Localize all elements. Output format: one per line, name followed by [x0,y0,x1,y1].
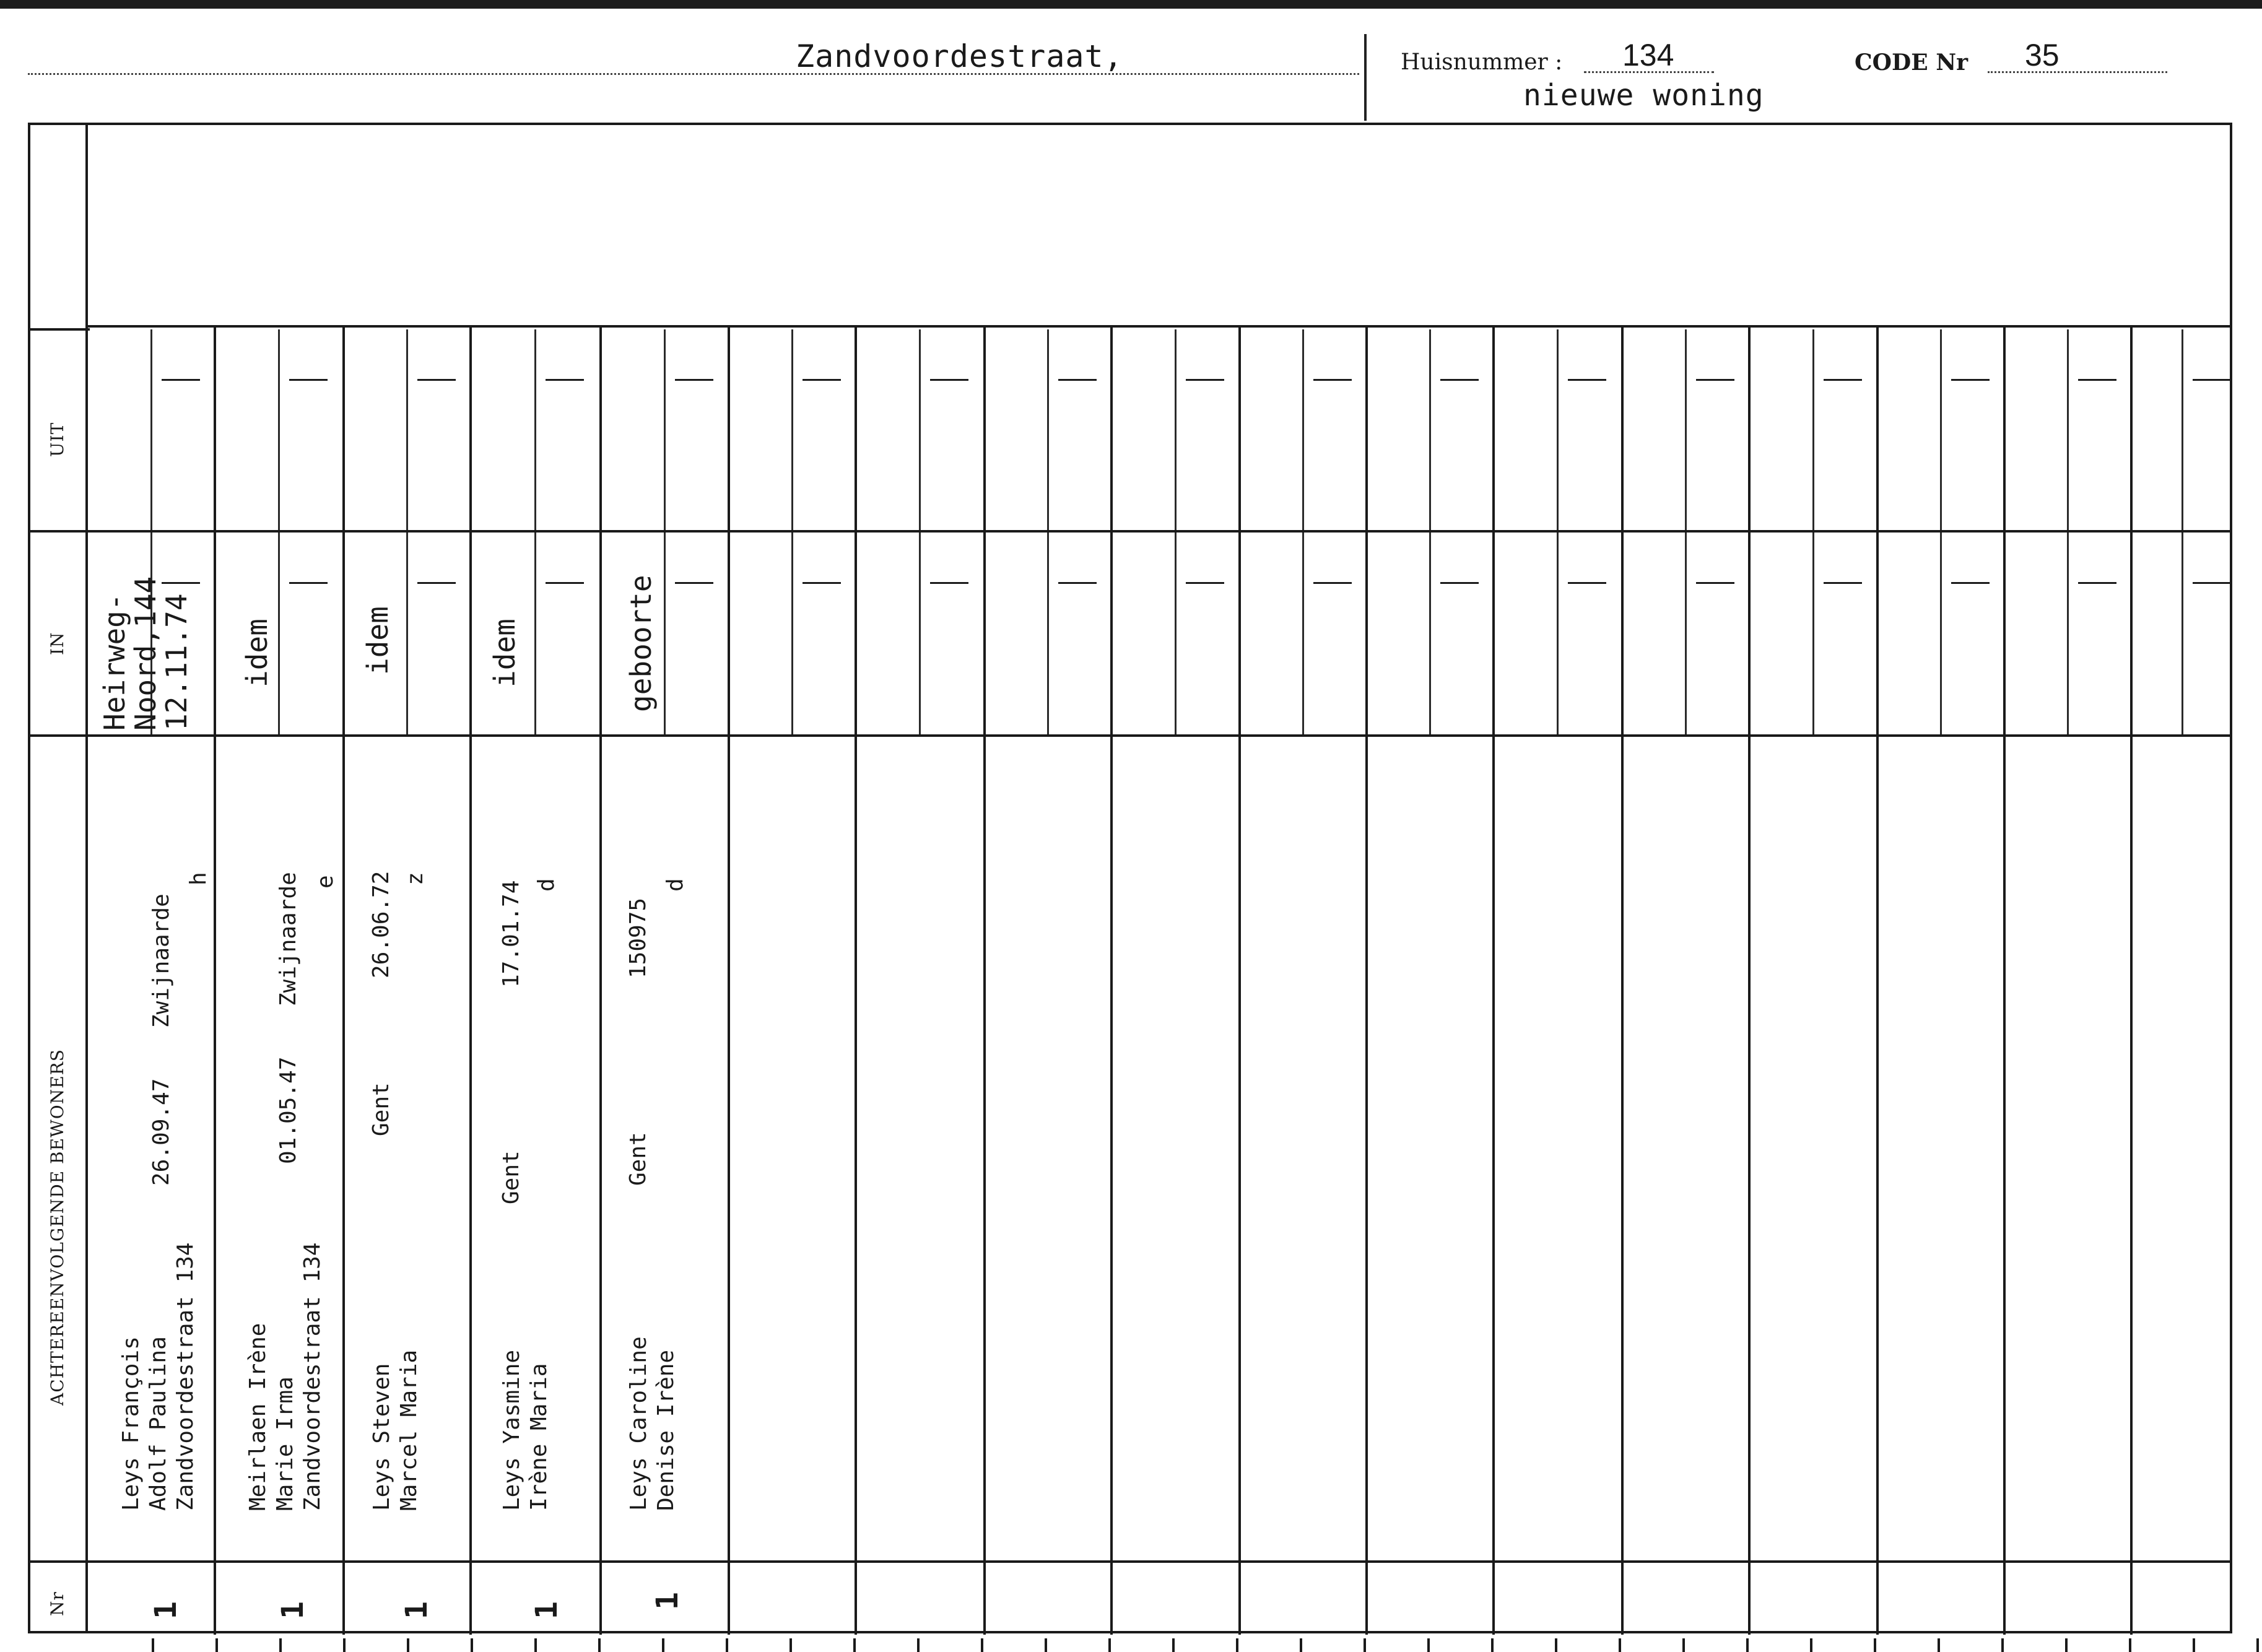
column-border [1365,325,1368,1635]
resident-1-mark: h [186,872,211,885]
resident-2-name: Meirlaen Irène Marie Irma Zandvoordestraat 134 [245,1242,325,1511]
uit-dash-mark [162,379,200,381]
uit-dash-mark [2078,379,2116,381]
column-border [1748,325,1751,1635]
column-border [1621,325,1624,1635]
bottom-tick [1108,1638,1111,1652]
bottom-tick [662,1638,664,1652]
resident-2-place: Zwijnaarde [276,872,301,1006]
sub-column-border [1812,329,1814,530]
resident-2-nr: 1 [276,1601,310,1619]
in-dash-mark [1824,582,1862,584]
column-border [469,325,472,1635]
bottom-tick [1874,1638,1876,1652]
resident-5-place: Gent [625,1132,651,1186]
column-border [342,325,345,1635]
sub-column-border [150,329,152,530]
column-border [2130,325,2133,1635]
sub-column-border [1175,329,1177,530]
column-border [1876,325,1879,1635]
street-name: Zandvoordestraat, [796,38,1123,74]
resident-5-in: geboorte [624,575,658,712]
uit-dash-mark [1824,379,1862,381]
resident-5-nr: 1 [650,1592,685,1610]
in-dash-mark [1058,582,1097,584]
sub-column-border [919,329,921,530]
sub-column-border [664,533,666,734]
in-dash-mark [1440,582,1479,584]
bottom-tick [1172,1638,1175,1652]
in-dash-mark [803,582,841,584]
sub-column-border [1429,533,1431,734]
uit-dash-mark [930,379,968,381]
sub-column-border [1940,329,1942,530]
in-dash-mark [1313,582,1352,584]
resident-4-mark: d [534,878,559,892]
column-border [855,325,857,1635]
bottom-tick [981,1638,983,1652]
bottom-tick [2256,1638,2259,1652]
bottom-tick [471,1638,473,1652]
column-border [1110,325,1113,1635]
bottom-tick [1619,1638,1621,1652]
label-column-border [85,123,88,1633]
uit-dash-mark [675,379,713,381]
sub-column-border [1429,329,1431,530]
card-header [0,0,2262,124]
huisnummer-value: 134 [1622,38,1674,72]
sub-column-border [1175,533,1177,734]
bottom-tick [2065,1638,2068,1652]
sub-column-border [919,533,921,734]
sub-column-border [278,533,280,734]
resident-5-mark: d [663,878,688,892]
sub-column-border [406,533,408,734]
sub-column-border [278,329,280,530]
uit-dash-mark [1440,379,1479,381]
column-border [728,325,730,1635]
sub-column-border [664,329,666,530]
bottom-tick [1746,1638,1749,1652]
resident-4-nr: 1 [529,1601,564,1619]
in-dash-mark [2193,582,2231,584]
bottom-tick [2001,1638,2004,1652]
sub-column-border [1685,329,1687,530]
sub-column-border [1812,533,1814,734]
uit-dash-mark [546,379,584,381]
column-border [1492,325,1495,1635]
resident-1-place: Zwijnaarde [149,893,174,1028]
resident-3-nr: 1 [399,1601,434,1619]
code-value: 35 [2025,38,2060,72]
bottom-tick [1810,1638,1812,1652]
resident-1-nr: 1 [149,1601,183,1619]
uit-dash-mark [417,379,456,381]
register-table [28,123,2232,1633]
sub-column-border [1302,533,1304,734]
in-dash-mark [675,582,713,584]
resident-4-place: Gent [498,1150,524,1204]
divider-bewoners-nr [28,1560,2232,1563]
uit-dash-mark [1696,379,1734,381]
resident-3-mark: z [402,872,428,885]
bottom-tick [853,1638,856,1652]
column-label-in: IN [47,632,67,655]
divider-uit-top-label [28,328,90,331]
header-divider [1364,34,1367,121]
sub-column-border [791,533,793,734]
sub-column-border [791,329,793,530]
resident-5-name: Leys Caroline Denise Irène [626,1336,679,1511]
resident-2-date: 01.05.47 [276,1056,301,1164]
in-dash-mark [1696,582,1734,584]
in-dash-mark [1568,582,1606,584]
bottom-tick [1045,1638,1047,1652]
bottom-tick [1236,1638,1238,1652]
resident-3-name: Leys Steven Marcel Maria [369,1349,422,1511]
bottom-tick [2193,1638,2195,1652]
uit-dash-mark [803,379,841,381]
bottom-tick [2129,1638,2131,1652]
sub-column-border [2182,533,2183,734]
uit-dash-mark [1058,379,1097,381]
column-border [214,325,216,1635]
huisnummer-label: Huisnummer : [1401,50,1563,75]
bottom-tick [1364,1638,1366,1652]
column-border [599,325,602,1635]
bottom-tick [1300,1638,1302,1652]
uit-dash-mark [1186,379,1224,381]
uit-dash-mark [1313,379,1352,381]
divider-in-bewoners [28,734,2232,737]
bottom-tick [152,1638,154,1652]
resident-4-date: 17.01.74 [498,880,524,988]
uit-dash-mark [1568,379,1606,381]
in-dash-mark [1186,582,1224,584]
uit-dash-mark [2193,379,2231,381]
column-label-uit: UIT [47,422,67,457]
street-dotted-line [28,73,1359,75]
in-dash-mark [930,582,968,584]
bottom-tick [407,1638,409,1652]
resident-2-mark: e [313,875,338,889]
resident-1-name: Leys François Adolf Paulina Zandvoordestraat 134 [118,1242,198,1511]
bottom-tick [279,1638,282,1652]
in-dash-mark [289,582,328,584]
sub-column-border [1047,533,1049,734]
bottom-tick [790,1638,792,1652]
sub-column-border [1940,533,1942,734]
divider-uit-top [87,325,2232,328]
sub-column-border [2067,329,2069,530]
house-note: nieuwe woning [1523,78,1764,113]
bottom-tick [598,1638,601,1652]
column-label-nr: Nr [47,1591,67,1616]
bottom-tick [1938,1638,1940,1652]
bottom-tick [534,1638,537,1652]
bottom-tick [917,1638,920,1652]
column-border [2003,325,2006,1635]
divider-uit-in [28,530,2232,533]
column-border [1238,325,1241,1635]
sub-column-border [1685,533,1687,734]
sub-column-border [1047,329,1049,530]
resident-1-date: 26.09.47 [149,1078,174,1186]
sub-column-border [2067,533,2069,734]
resident-3-place: Gent [368,1082,394,1136]
resident-3-in: idem [361,606,394,675]
uit-dash-mark [1951,379,1990,381]
in-dash-mark [1951,582,1990,584]
resident-5-date: 150975 [625,897,651,978]
column-label-bewoners: ACHTEREENVOLGENDE BEWONERS [47,1049,67,1406]
in-dash-mark [417,582,456,584]
in-dash-mark [2078,582,2116,584]
bottom-tick [1427,1638,1430,1652]
in-dash-mark [546,582,584,584]
code-dotted-line [1988,71,2167,73]
sub-column-border [534,329,536,530]
resident-4-name: Leys Yasmine Irène Maria [499,1349,552,1511]
resident-1-in: Heirweg- Noord,144 12.11.74 [98,576,193,731]
bottom-tick [343,1638,346,1652]
sub-column-border [1302,329,1304,530]
bottom-tick [1682,1638,1685,1652]
sub-column-border [1557,533,1559,734]
sub-column-border [1557,329,1559,530]
bottom-tick [1491,1638,1494,1652]
column-border [983,325,986,1635]
resident-4-in: idem [488,619,521,687]
sub-column-border [2182,329,2183,530]
bottom-tick [1555,1638,1557,1652]
sub-column-border [406,329,408,530]
bottom-tick [726,1638,728,1652]
uit-dash-mark [289,379,328,381]
code-label: CODE Nr [1855,50,1968,76]
resident-2-in: idem [240,619,274,687]
resident-3-date: 26.06.72 [368,871,394,978]
sub-column-border [534,533,536,734]
bottom-tick [215,1638,218,1652]
